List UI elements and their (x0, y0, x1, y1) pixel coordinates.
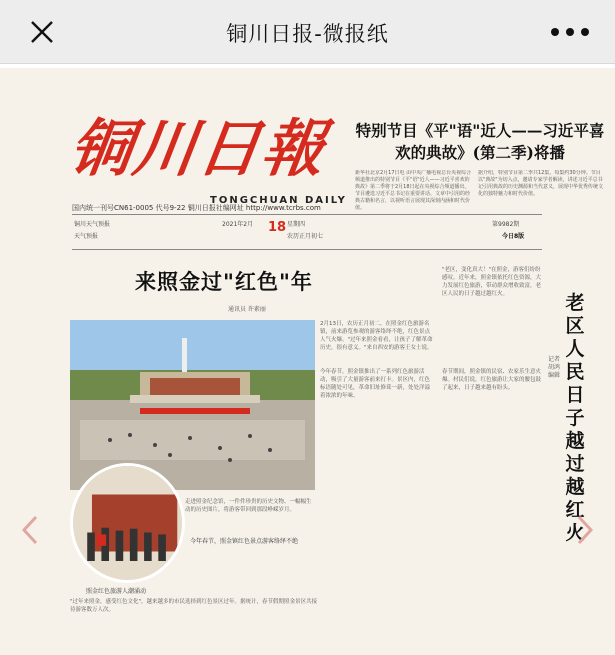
year-month: 2021年2月 (222, 221, 254, 228)
date-day: 18 (268, 220, 287, 235)
article-column: "过年来照金，感受红色文化"，越来越多的市民选择到红色景区过年。据统计，春节假期照金景区共接待游客数万人次。 (70, 599, 318, 613)
side-article-column: "老区，变化真大！"在照金，游客们纷纷感叹。近年来，照金镇依托红色资源，大力发展红色旅游，带动群众增收致富，老区人民的日子越过越红火。 (442, 267, 542, 297)
weekday: 星期四 (287, 221, 306, 228)
lunar-date: 农历正月初七 (287, 233, 324, 240)
article-column: 2月13日，农历正月初二，在照金红色旅游名镇，前来游览参观的游客络绎不绝，红色景点人气火爆。"过年来照金看看，让孩子了解革命历史，很有意义。"来自西安的游客王女士说。 (320, 321, 433, 351)
side-byline: 记者 胡鸿 编辑 (548, 356, 561, 379)
app-titlebar (0, 0, 615, 64)
inset-photo[interactable] (70, 463, 185, 583)
column-text: 据介绍，特别节目第二季共12集，每集约30分钟。节目以"典故"为切入点，邀请专家学者解读，讲述习近平总书记引用典故的历史渊源和当代意义，展现中华优秀传统文化的独特魅力和时代价值。 (478, 170, 603, 197)
masthead-english: TONGCHUAN DAILY (210, 195, 347, 206)
weather-sub: 天气预报 (74, 233, 99, 240)
masthead-title: 铜川日報 (64, 112, 332, 185)
main-photo[interactable] (70, 320, 315, 490)
article-column: 走进照金纪念馆，一件件珍贵的历史文物、一幅幅生动的历史图片，将游客带回到那段峥嵘岁月。 (185, 499, 312, 513)
main-headline[interactable]: 来照金过"红色"年 (135, 270, 313, 294)
photo-caption: 今年春节，照金镇红色景点游客络绎不绝 (190, 538, 299, 545)
issue-number: 第9982期 (492, 221, 520, 228)
side-article-column: 春节期间，照金镇的民宿、农家乐生意火爆。村民们说，红色旅游让大家的腰包鼓了起来，日子越来越有盼头。 (442, 369, 542, 391)
prev-page-icon[interactable] (20, 515, 40, 545)
weather-label: 铜川天气预报 (74, 221, 111, 228)
column-text: 新华社北京2月17日电 由中央广播电视总台央视综合频道推出的特别节目《平"语"近人——习近平喜欢的典故》第二季将于2月18日起在央视综合频道播出。节目遴选习近平总书记在重要讲话、文章中引用的经典古籍和名言，以视听语言展现其深刻内涵和时代价值。 (355, 170, 472, 211)
publication-info: 国内统一刊号CN61-0005 代号9-22 铜川日报社编网址 http://www.tcrbs.com (72, 204, 321, 212)
page-title: 铜川日报-微报纸 (226, 22, 389, 46)
special-program-headline[interactable]: 特别节目《平"语"近人——习近平喜欢的典故》(第二季)将播 (355, 121, 605, 162)
page-count: 今日8版 (502, 233, 525, 240)
more-dots-icon[interactable] (551, 26, 591, 38)
next-page-icon[interactable] (575, 515, 595, 545)
article-column: 今年春节，照金镇推出了一系列红色旅游活动，吸引了大量游客前来打卡。景区内，红色标语随处可见，革命旧址修葺一新，处处洋溢着浓浓的年味。 (320, 369, 431, 399)
masthead (64, 112, 350, 185)
newspaper-page[interactable] (0, 68, 615, 655)
issue-info-bar (72, 214, 542, 250)
inset-caption: 照金红色旅游人潮涌动 (86, 588, 147, 595)
side-headline[interactable]: 老区人民日子越过越红火 (565, 292, 585, 544)
byline: 通讯员 许素丽 (228, 306, 266, 313)
